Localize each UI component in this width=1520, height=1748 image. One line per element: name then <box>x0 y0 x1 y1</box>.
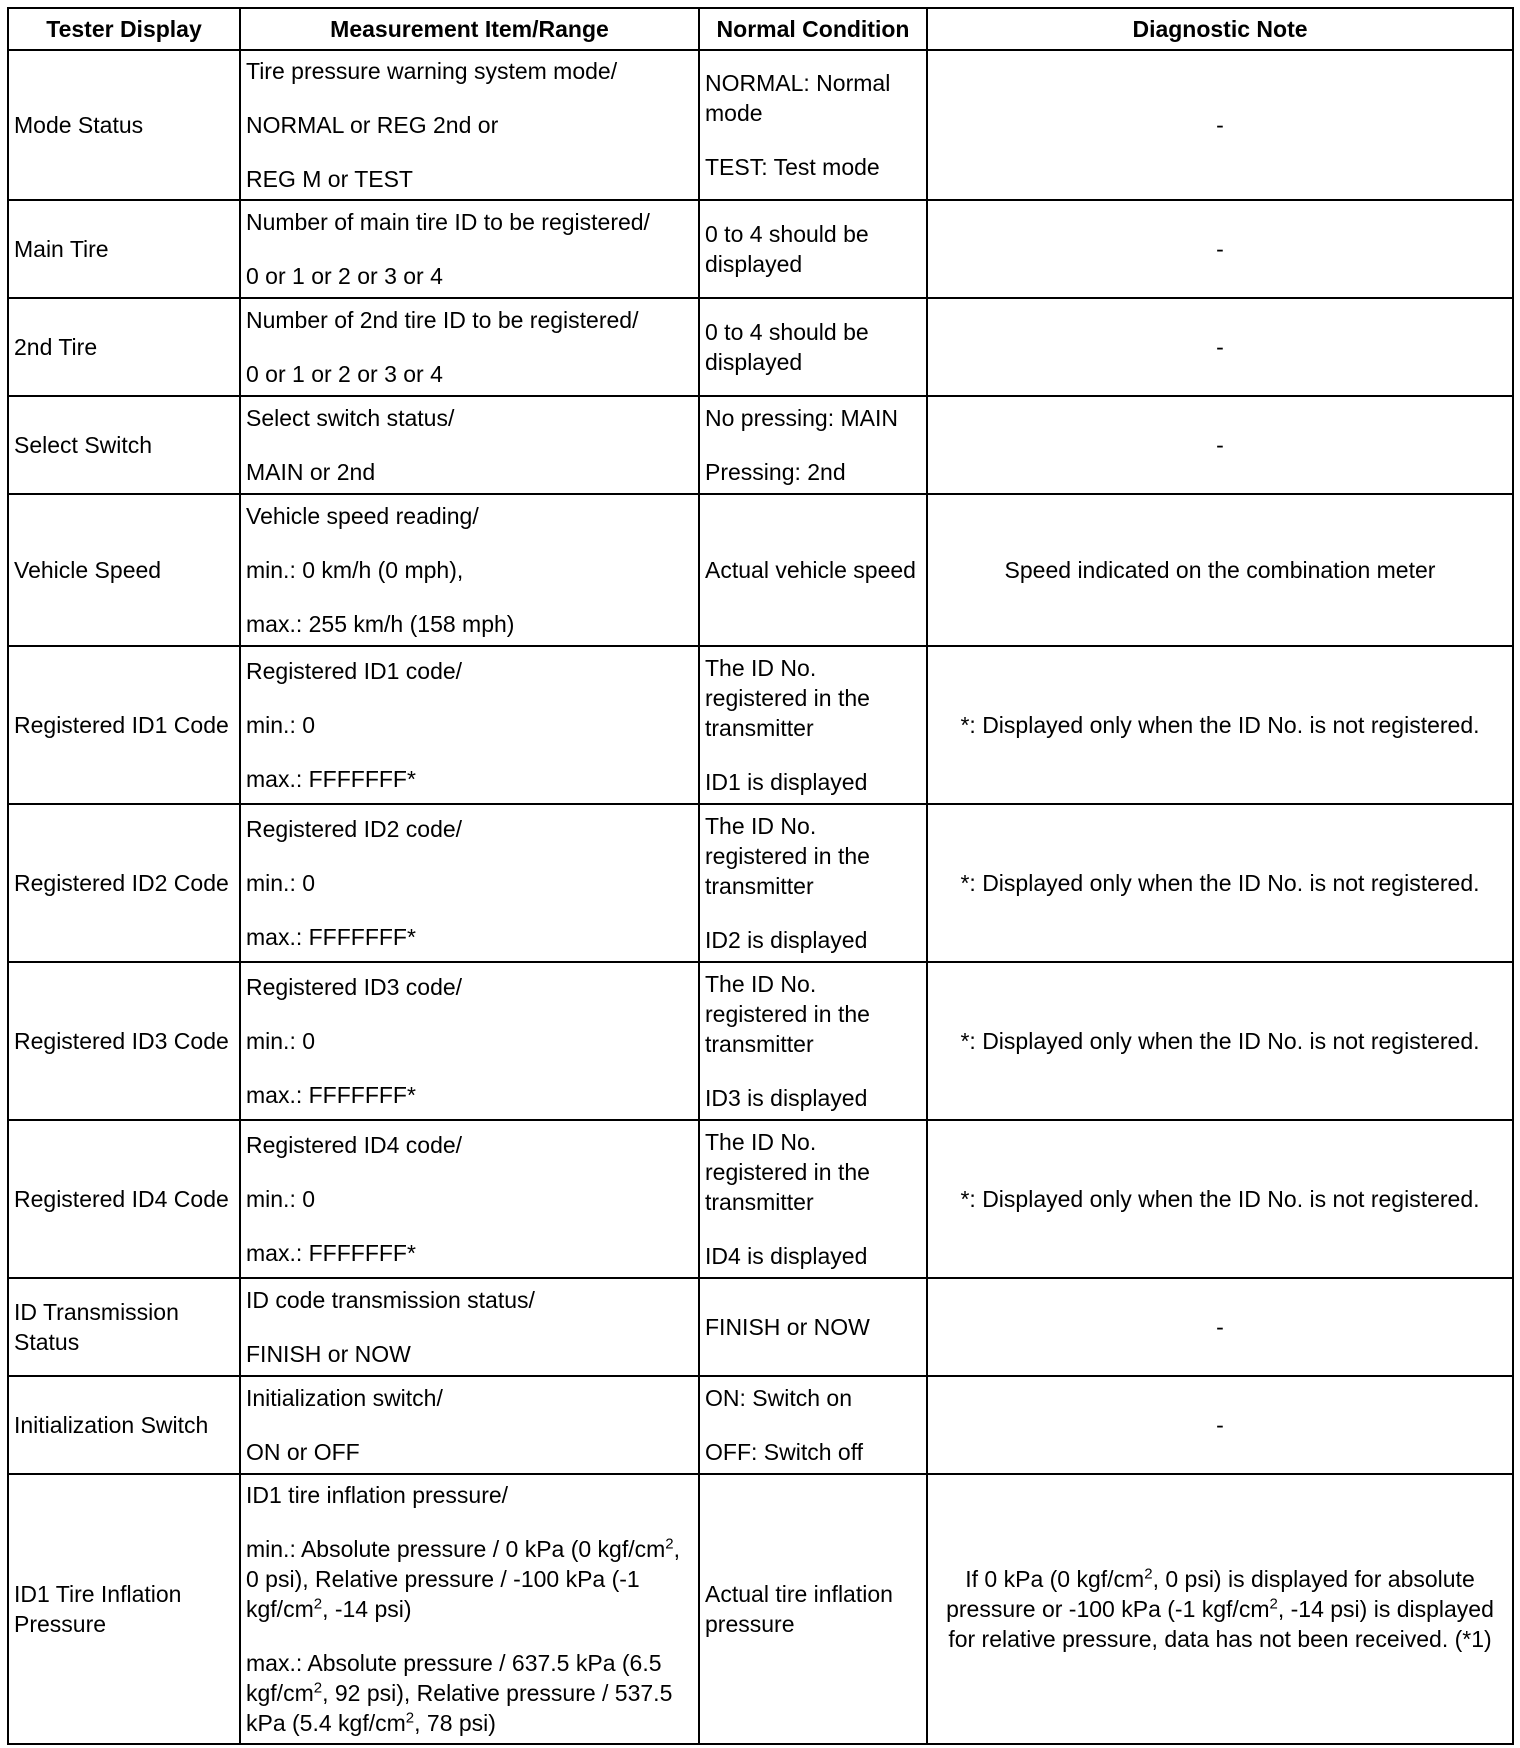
diagnostic-note-cell: Speed indicated on the combination meter <box>927 494 1513 646</box>
tester-display-cell: Registered ID4 Code <box>8 1120 240 1278</box>
tester-display-cell: ID Transmission Status <box>8 1278 240 1376</box>
table-row <box>8 1474 1513 1744</box>
table-row <box>8 298 1513 396</box>
tester-display-cell: Initialization Switch <box>8 1376 240 1474</box>
header-normal-condition: Normal Condition <box>699 8 927 50</box>
normal-condition-cell: 0 to 4 should be displayed <box>699 298 927 396</box>
table-row <box>8 962 1513 1120</box>
normal-condition-cell: 0 to 4 should be displayed <box>699 200 927 298</box>
table-row <box>8 804 1513 962</box>
normal-condition-cell: The ID No. registered in the transmitter ID1 is displayed <box>699 646 927 804</box>
measurement-cell: ID1 tire inflation pressure/ min.: Absolute pressure / 0 kPa (0 kgf/$cm^2$, 0 psi), Relative pressure / -100 kPa (-1 kgf/$cm^2$, -14 psi) max.: Absolute pressure / 637.5 kPa (6.5 kgf/$cm^2$, 92 psi), Relative pressure / 537.5 kPa (5.4 kgf/$cm^2$, 78 psi) <box>240 1474 699 1744</box>
normal-condition-cell: ON: Switch on OFF: Switch off <box>699 1376 927 1474</box>
diagnostic-note-cell: *: Displayed only when the ID No. is not registered. <box>927 804 1513 962</box>
table-row <box>8 396 1513 494</box>
normal-condition-cell: Actual tire inflation pressure <box>699 1474 927 1744</box>
diagnostic-note-cell: - <box>927 50 1513 200</box>
tester-display-cell: Main Tire <box>8 200 240 298</box>
table-row <box>8 646 1513 804</box>
min-range-text: min.: Absolute pressure / 0 kPa (0 kgf/$cm^2$, 0 psi), Relative pressure / -100 kPa (-1 kgf/$cm^2$, -14 psi) <box>246 1535 681 1622</box>
table-row <box>8 1278 1513 1376</box>
diagnostic-note-cell: *: Displayed only when the ID No. is not registered. <box>927 646 1513 804</box>
normal-condition-cell: No pressing: MAIN Pressing: 2nd <box>699 396 927 494</box>
measurement-cell: Select switch status/ MAIN or 2nd <box>240 396 699 494</box>
normal-condition-cell: NORMAL: Normal mode TEST: Test mode <box>699 50 927 200</box>
tester-display-cell: Registered ID3 Code <box>8 962 240 1120</box>
tester-display-cell: Registered ID2 Code <box>8 804 240 962</box>
table-row <box>8 494 1513 646</box>
header-tester-display: Tester Display <box>8 8 240 50</box>
tester-display-cell: ID1 Tire Inflation Pressure <box>8 1474 240 1744</box>
tester-display-cell: Vehicle Speed <box>8 494 240 646</box>
tester-display-cell: Registered ID1 Code <box>8 646 240 804</box>
diagnostic-note-cell: - <box>927 298 1513 396</box>
diagnostic-note-cell: - <box>927 200 1513 298</box>
measurement-cell: Tire pressure warning system mode/ NORMAL or REG 2nd or REG M or TEST <box>240 50 699 200</box>
measurement-cell: Registered ID1 code/ min.: 0 max.: FFFFFFF* <box>240 646 699 804</box>
tester-display-cell: 2nd Tire <box>8 298 240 396</box>
diagnostic-note-cell: If 0 kPa (0 kgf/$cm^2$, 0 psi) is displayed for absolute pressure or -100 kPa (-1 kgf/$cm^2$, -14 psi) is displayed for relative pressure, data has not been received. (*1) <box>927 1474 1513 1744</box>
header-measurement: Measurement Item/Range <box>240 8 699 50</box>
measurement-cell: Registered ID2 code/ min.: 0 max.: FFFFFFF* <box>240 804 699 962</box>
table-row <box>8 1376 1513 1474</box>
diagnostic-note-cell: - <box>927 396 1513 494</box>
diagnostic-note-cell: *: Displayed only when the ID No. is not registered. <box>927 1120 1513 1278</box>
measurement-cell: Vehicle speed reading/ min.: 0 km/h (0 mph), max.: 255 km/h (158 mph) <box>240 494 699 646</box>
normal-condition-cell: Actual vehicle speed <box>699 494 927 646</box>
data-list-sheet <box>7 7 1514 1745</box>
table-row <box>8 1120 1513 1278</box>
header-row <box>8 8 1513 50</box>
normal-condition-cell: The ID No. registered in the transmitter ID4 is displayed <box>699 1120 927 1278</box>
diagnostic-note-cell: - <box>927 1376 1513 1474</box>
table-row <box>8 50 1513 200</box>
table-row <box>8 200 1513 298</box>
measurement-cell: Registered ID4 code/ min.: 0 max.: FFFFFFF* <box>240 1120 699 1278</box>
diagnostic-note-cell: *: Displayed only when the ID No. is not registered. <box>927 962 1513 1120</box>
max-range-text: max.: Absolute pressure / 637.5 kPa (6.5 kgf/$cm^2$, 92 psi), Relative pressure / 537.5 kPa (5.4 kgf/$cm^2$, 78 psi) <box>246 1650 673 1736</box>
normal-condition-cell: The ID No. registered in the transmitter ID2 is displayed <box>699 804 927 962</box>
measurement-cell: ID code transmission status/ FINISH or NOW <box>240 1278 699 1376</box>
tester-display-cell: Select Switch <box>8 396 240 494</box>
data-list-table <box>7 7 1514 1745</box>
diagnostic-note-cell: - <box>927 1278 1513 1376</box>
header-diagnostic-note: Diagnostic Note <box>927 8 1513 50</box>
measurement-cell: Registered ID3 code/ min.: 0 max.: FFFFFFF* <box>240 962 699 1120</box>
tester-display-cell: Mode Status <box>8 50 240 200</box>
normal-condition-cell: The ID No. registered in the transmitter ID3 is displayed <box>699 962 927 1120</box>
measurement-cell: Number of 2nd tire ID to be registered/ 0 or 1 or 2 or 3 or 4 <box>240 298 699 396</box>
measurement-cell: Number of main tire ID to be registered/ 0 or 1 or 2 or 3 or 4 <box>240 200 699 298</box>
measurement-cell: Initialization switch/ ON or OFF <box>240 1376 699 1474</box>
normal-condition-cell: FINISH or NOW <box>699 1278 927 1376</box>
